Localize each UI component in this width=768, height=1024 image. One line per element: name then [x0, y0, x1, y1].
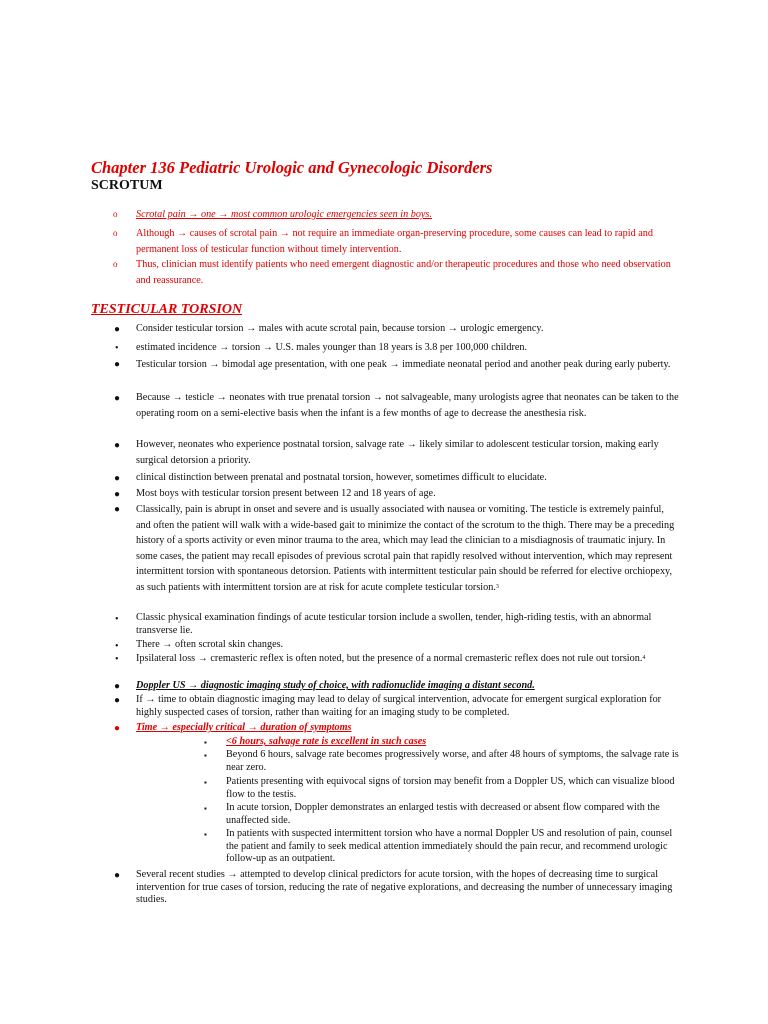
bullet-icon: •: [115, 641, 119, 652]
footnote-mark: 4: [642, 655, 646, 661]
footnote-mark: 3: [495, 583, 499, 590]
time-subitem-2: Beyond 6 hours, salvage rate becomes progressively worse, and after 48 hours of symptoms, the salvage rate is near zero.: [226, 749, 679, 773]
bullet-icon: ●: [114, 393, 121, 404]
bullet-icon: ●: [114, 324, 121, 335]
bullet-icon: ●: [114, 681, 121, 692]
torsion-item-14: Time → especially critical → duration of symptoms: [136, 722, 352, 733]
torsion-item-11: [136, 652, 681, 666]
time-subitem-1: <6 hours, salvage rate is excellent in such cases: [226, 736, 427, 747]
square-bullet-icon: ▪: [204, 830, 207, 839]
bullet-icon: ●: [114, 723, 121, 734]
time-subitem-5: In patients with suspected intermittent torsion who have a normal Doppler US and resolution of pain, counsel the patient and family to seek medical attention immediately should the pain recur, and recommend urologic follow-up as an outpatient.: [226, 828, 673, 864]
section-heading-testicular-torsion: TESTICULAR TORSION: [91, 302, 243, 317]
square-bullet-icon: ▪: [204, 751, 207, 760]
torsion-item-8: [136, 502, 676, 595]
scrotum-item-1: Scrotal pain → one → most common urologic emergencies seen in boys.: [136, 209, 432, 220]
chapter-title: Chapter 136 Pediatric Urologic and Gynecologic Disorders: [91, 158, 493, 177]
torsion-item-3: Testicular torsion → bimodal age presentation, with one peak → immediate neonatal period and another peak during early puberty.: [136, 359, 671, 370]
square-bullet-icon: ▪: [204, 738, 207, 747]
torsion-item-12: Doppler US → diagnostic imaging study of choice, with radionuclide imaging a distant second.: [136, 680, 535, 691]
bullet-icon: ●: [114, 870, 121, 881]
time-subitem-3: Patients presenting with equivocal signs of torsion may benefit from a Doppler US, which can visualize blood flow to the testis.: [226, 776, 675, 800]
section-heading-scrotum: SCROTUM: [91, 178, 163, 193]
torsion-item-15: Several recent studies → attempted to develop clinical predictors for acute torsion, with the hopes of decreasing time to surgical intervention for true cases of torsion, reducing the rate of negative explorations, and decreasing the number of unnecessary imaging studies.: [136, 869, 673, 905]
torsion-item-9: Classic physical examination findings of acute testicular torsion include a swollen, tender, high-riding testis, with an abnormal transverse lie.: [136, 612, 652, 636]
torsion-item-2: estimated incidence → torsion → U.S. males younger than 18 years is 3.8 per 100,000 children.: [136, 342, 528, 353]
torsion-item-8-text: Classically, pain is abrupt in onset and severe and is usually associated with nausea or vomiting. The testicle is extremely painful, and often the patient will walk with a wide-based gait to minimize the contact of the scrotum to the thigh. There may be a preceding history of a sports activity or even minor trauma to the area, which may lead the clinician to a misdiagnosis of traumatic injury. In some cases, the patient may recall episodes of previous scrotal pain that rapidly resolved without intervention, which may represent intermittent torsion with spontaneous detorsion. Patients with intermittent testicular pain should be referred for elective orchiopexy, as such patients with intermittent torsion are at risk for acute complete testicular torsion.: [136, 504, 675, 593]
bullet-icon: •: [115, 654, 119, 665]
torsion-item-7: Most boys with testicular torsion present between 12 and 18 years of age.: [136, 488, 436, 499]
bullet-icon: •: [115, 614, 119, 625]
bullet-icon: •: [115, 343, 119, 354]
torsion-item-1: Consider testicular torsion → males with acute scrotal pain, because torsion → urologic emergency.: [136, 323, 544, 334]
square-bullet-icon: ▪: [204, 778, 207, 787]
torsion-item-6: clinical distinction between prenatal and postnatal torsion, however, sometimes difficult to elucidate.: [136, 472, 547, 483]
circle-bullet-icon: o: [113, 228, 118, 238]
time-subitem-4: In acute torsion, Doppler demonstrates an enlarged testis with decreased or absent flow compared with the unaffected side.: [226, 802, 660, 826]
torsion-item-4: Because → testicle → neonates with true prenatal torsion → not salvageable, many urologists agree that neonates can be taken to the operating room on a semi-elective basis when the infant is a few months of age to decrease the anesthesia risk.: [136, 392, 679, 419]
square-bullet-icon: ▪: [204, 804, 207, 813]
torsion-item-11-text: Ipsilateral loss → cremasteric reflex is often noted, but the presence of a normal cremasteric reflex does not rule out torsion.: [136, 653, 643, 664]
bullet-icon: ●: [114, 504, 121, 515]
circle-bullet-icon: o: [113, 259, 118, 269]
torsion-item-5: However, neonates who experience postnatal torsion, salvage rate → likely similar to adolescent testicular torsion, making early surgical detorsion a priority.: [136, 439, 659, 466]
torsion-item-13: If → time to obtain diagnostic imaging may lead to delay of surgical intervention, advocate for emergent surgical exploration for highly suspected cases of torsion, rather than waiting for an imaging study to be completed.: [136, 694, 662, 718]
scrotum-item-3: Thus, clinician must identify patients who need emergent diagnostic and/or therapeutic procedures and those who need observation and reassurance.: [136, 259, 671, 286]
bullet-icon: ●: [114, 440, 121, 451]
bullet-icon: ●: [114, 359, 121, 370]
scrotum-item-2: Although → causes of scrotal pain → not require an immediate organ-preserving procedure, some causes can lead to rapid and permanent loss of testicular function without timely intervention.: [136, 228, 653, 255]
bullet-icon: ●: [114, 473, 121, 484]
torsion-item-10: There → often scrotal skin changes.: [136, 639, 284, 650]
bullet-icon: ●: [114, 489, 121, 500]
circle-bullet-icon: o: [113, 209, 118, 219]
bullet-icon: ●: [114, 695, 121, 706]
